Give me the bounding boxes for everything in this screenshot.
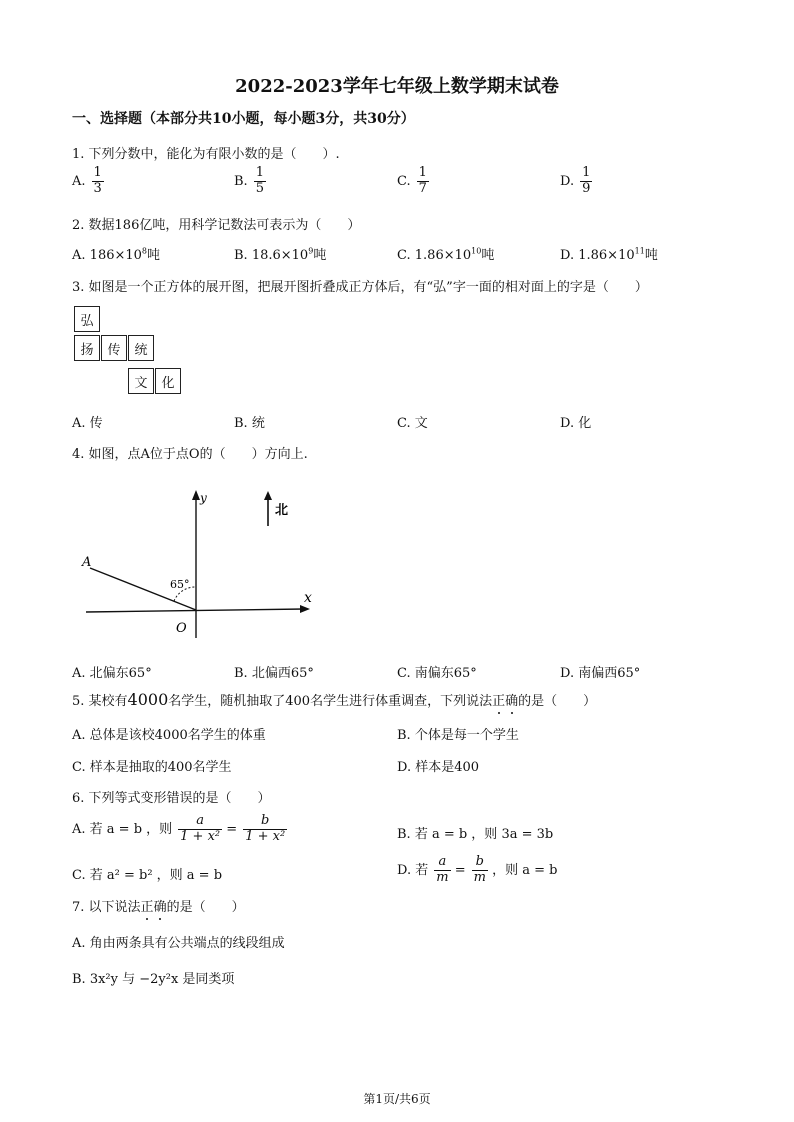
section-heading: 一、选择题（本部分共10小题，每小题3分，共30分） [72, 111, 415, 127]
net-cell-4: 统 [128, 335, 154, 361]
q2-option-b: B. $18.6\times 10^9$吨 [234, 246, 327, 263]
q6-option-d: D. 若 $\frac{a}{m}$ = $\frac{b}{m}$ ，则 a = b [397, 854, 558, 885]
q3-option-c: C. 文 [397, 416, 428, 431]
y-axis-arrow-icon [192, 490, 200, 500]
q1-option-c: C. $\frac{1}{7}$ [397, 165, 427, 196]
question-2-stem: 2. 数据186亿吨，用科学记数法可表示为（ ） [72, 218, 361, 233]
q5-option-d: D. 样本是400 [397, 760, 480, 775]
x-axis-arrow-icon [300, 605, 310, 613]
net-cell-1: 弘 [74, 306, 100, 332]
q3-option-b: B. 统 [234, 416, 265, 431]
net-cell-3: 传 [101, 335, 127, 361]
q1-option-b: B. $\frac{1}{5}$ [234, 165, 264, 196]
q2-option-a: A. $186\times 10^8$吨 [72, 246, 161, 263]
y-axis-label: y [200, 491, 207, 505]
x-axis-label: x [304, 590, 312, 606]
direction-figure [70, 480, 330, 650]
q6-option-b: B. 若 a = b ，则 3a = 3b [397, 827, 554, 842]
question-4-stem: 4. 如图，点A位于点O的（ ）方向上. [72, 447, 308, 462]
q4-option-b: B. 北偏西65° [234, 666, 314, 681]
page-title: 2022-2023学年七年级上数学期末试卷 [235, 76, 559, 97]
net-cell-5: 文 [128, 368, 154, 394]
q1-option-a: A. $\frac{1}{3}$ [72, 165, 102, 196]
q5-option-a: A. 总体是该校4000名学生的体重 [72, 728, 266, 743]
question-6-stem: 6. 下列等式变形错误的是（ ） [72, 791, 271, 806]
north-label: 北 [275, 503, 289, 518]
net-cell-6: 化 [155, 368, 181, 394]
q5-option-b: B. 个体是每一个学生 [397, 728, 519, 743]
north-arrow-icon [264, 491, 272, 500]
q6-option-a: A. 若 a = b ，则 $\frac{a}{\text{1 + x²}}$ = $\frac{b}{\text{1 + x²}}$ [72, 813, 286, 844]
q7-option-b: B. 3x²y 与 −2y²x 是同类项 [72, 972, 235, 987]
point-a-label: A [82, 555, 92, 570]
cube-net-figure [74, 306, 184, 398]
q1-option-d: D. $\frac{1}{9}$ [560, 165, 591, 196]
question-5-stem: 5. 某校有4000名学生，随机抽取了400名学生进行体重调查，下列说法正确的是（ ） [72, 690, 597, 709]
angle-label: 65° [170, 578, 190, 591]
q4-option-d: D. 南偏西65° [560, 666, 641, 681]
question-7-stem: 7. 以下说法正确的是（ ） [72, 896, 245, 915]
q7-option-a: A. 角由两条具有公共端点的线段组成 [72, 936, 285, 951]
q2-option-c: C. $1.86\times 10^{10}$吨 [397, 246, 495, 263]
q5-option-c: C. 样本是抽取的400名学生 [72, 760, 232, 775]
q4-option-a: A. 北偏东65° [72, 666, 152, 681]
q6-option-c: C. 若 a² = b² ，则 a = b [72, 868, 223, 883]
net-cell-2: 扬 [74, 335, 100, 361]
q3-option-d: D. 化 [560, 416, 592, 431]
q4-option-c: C. 南偏东65° [397, 666, 477, 681]
q2-option-d: D. $1.86\times 10^{11}$吨 [560, 246, 658, 263]
question-1-stem: 1. 下列分数中，能化为有限小数的是（ ）. [72, 147, 340, 162]
point-o-label: O [176, 621, 187, 636]
page-footer: 第1页/共6页 [363, 1092, 431, 1106]
question-3-stem: 3. 如图是一个正方体的展开图，把展开图折叠成正方体后，有“弘”字一面的相对面上的字是（ ） [72, 280, 648, 295]
q3-option-a: A. 传 [72, 416, 103, 431]
